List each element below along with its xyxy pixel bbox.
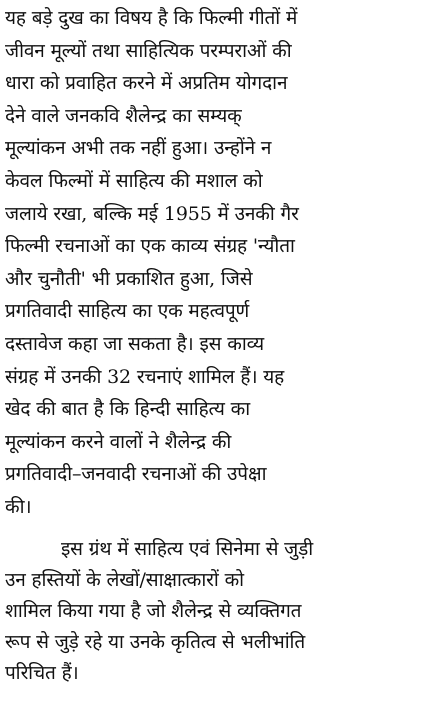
text-line: मूल्यांकन अभी तक नहीं हुआ। उन्होंने न	[5, 137, 272, 160]
text-line: जीवन मूल्यों तथा साहित्यिक परम्पराओं की	[5, 39, 292, 62]
text-line: मूल्यांकन करने वालों ने शैलेन्द्र की	[5, 430, 232, 453]
text-line: शामिल किया गया है जो शैलेन्द्र से व्यक्तिगत	[5, 599, 302, 622]
text-line: जलाये रखा, बल्कि मई 1955 में उनकी गैर	[5, 202, 299, 225]
text-line: और चुनौती' भी प्रकाशित हुआ, जिसे	[5, 267, 253, 290]
text-line: की।	[5, 495, 32, 518]
text-line: रूप से जुड़े रहे या उनके कृतित्व से भलीभांति	[5, 631, 306, 654]
text-line: परिचित हैं।	[5, 662, 79, 685]
text-line: केवल फिल्मों में साहित्य की मशाल को	[5, 169, 263, 192]
text-line: दस्तावेज कहा जा सकता है। इस काव्य	[5, 332, 264, 355]
text-line: धारा को प्रवाहित करने में अप्रतिम योगदान	[5, 72, 288, 95]
text-line: फिल्मी रचनाओं का एक काव्य संग्रह 'न्यौता	[5, 235, 295, 258]
paragraph-2	[5, 534, 442, 690]
text-line: प्रगतिवादी साहित्य का एक महत्वपूर्ण	[5, 300, 250, 323]
text-line: संग्रह में उनकी 32 रचनाएं शामिल हैं। यह	[5, 365, 285, 388]
paragraph-1	[5, 2, 442, 524]
text-line: उन हस्तियों के लेखों/साक्षात्कारों को	[5, 568, 244, 591]
text-line: देने वाले जनकवि शैलेन्द्र का सम्यक्	[5, 104, 242, 127]
text-line: प्रगतिवादी–जनवादी रचनाओं की उपेक्षा	[5, 463, 267, 486]
text-line: खेद की बात है कि हिन्दी साहित्य का	[5, 398, 251, 421]
text-line: इस ग्रंथ में साहित्य एवं सिनेमा से जुड़ी	[61, 537, 314, 560]
text-line: यह बड़े दुख का विषय है कि फिल्मी गीतों में	[5, 7, 298, 29]
